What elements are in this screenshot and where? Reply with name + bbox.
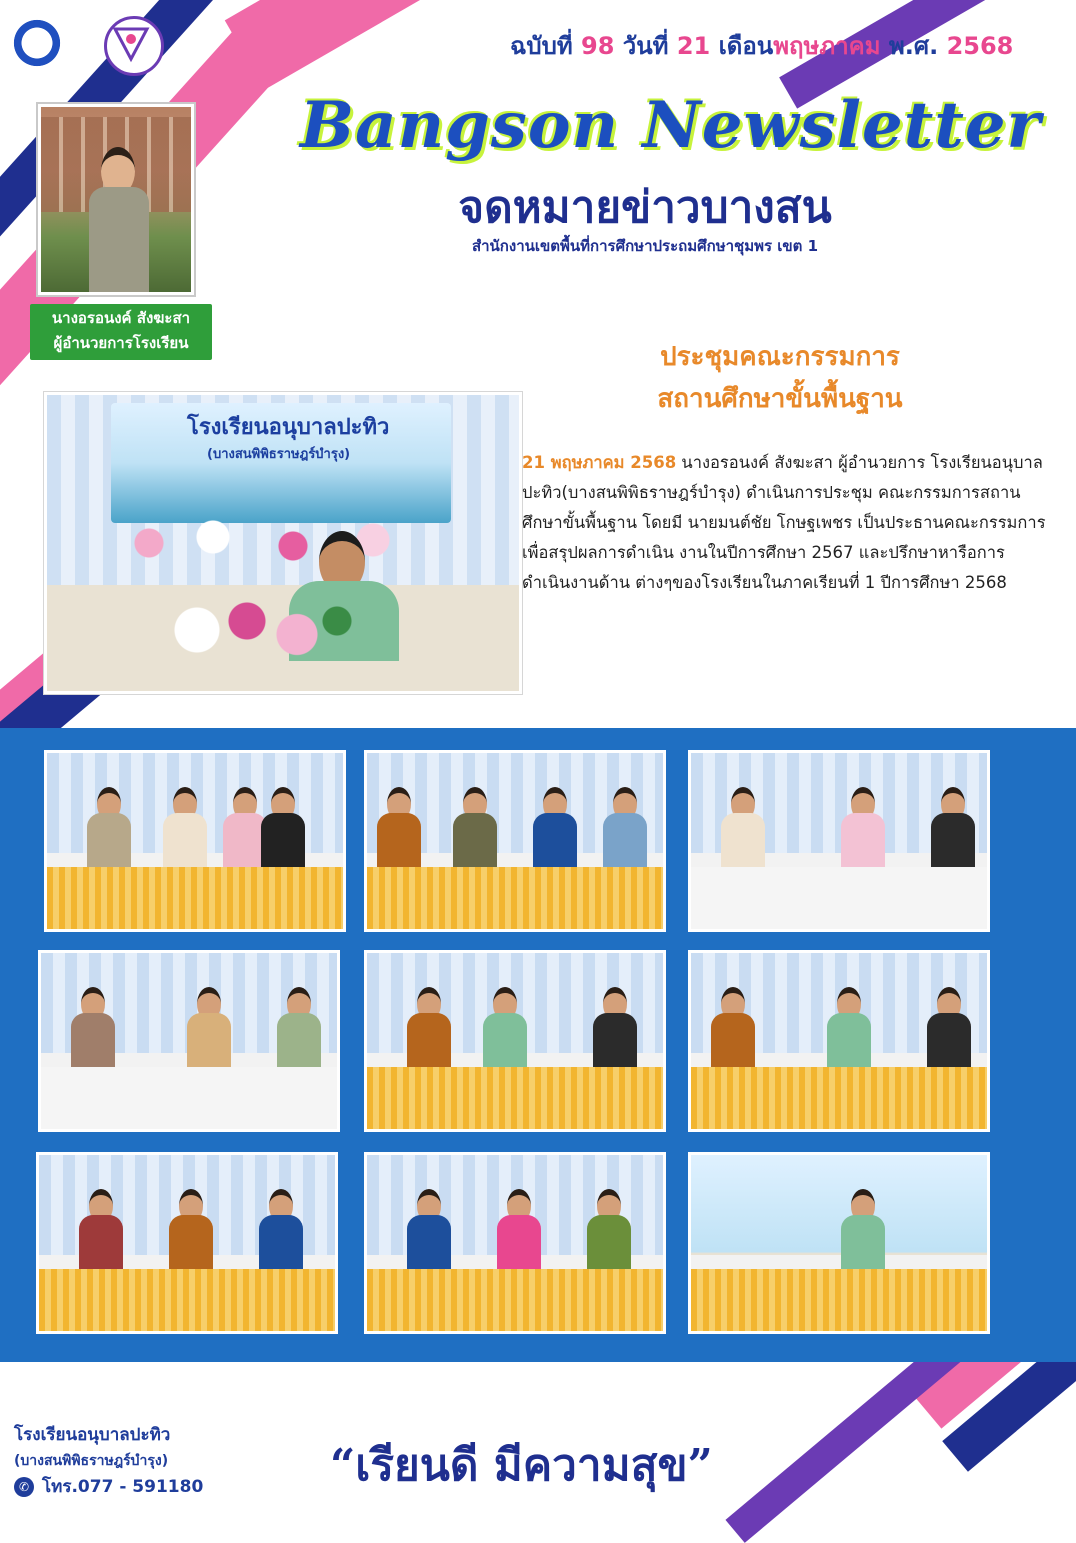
school-crest-logo [10,16,64,70]
headline-line-2: สถานศึกษาขั้นพื้นฐาน [657,384,903,414]
gallery-photo [688,950,990,1132]
gallery-photo [364,1152,666,1334]
phone-icon: ✆ [14,1477,34,1497]
newsletter-title-en: Bangson Newsletter [300,88,1042,163]
gallery-photo [38,950,340,1132]
issue-prefix: ฉบับที่ [510,32,573,60]
year-prefix: พ.ศ. [888,32,939,60]
gallery-photo [688,750,990,932]
school-slogan: “เรียนดี มีความสุข” [330,1440,713,1491]
article-text: นางอรอนงค์ สังฆะสา ผู้อำนวยการ โรงเรียนอนุบาลปะทิว(บางสนพิพิธราษฎร์บำรุง) ดำเนินการประชุม คณะกรรมการสถานศึกษาขั้นพื้นฐาน โดยมี นายมนต์ชัย โกษฐเพชร เป็นประธานคณะกรรมการ เพื่อสรุปผลการดำเนิน งานในปีการศึกษา 2567 และปรึกษาหารือการดำเนินงานด้าน ต่างๆของโรงเรียนในภาคเรียนที่ 1 ปีการศึกษา 2568 [522,453,1046,592]
banner-subtitle: (บางสนพิพิธราษฎร์บำรุง) [207,447,351,462]
month-prefix: เดือน [718,32,774,60]
director-portrait [38,104,194,295]
day-number: 21 [676,32,711,60]
director-name: นางอรอนงค์ สังฆะสา [51,309,191,327]
banner-title: โรงเรียนอนุบาลปะทิว [187,415,390,440]
day-prefix: วันที่ [622,32,669,60]
footer-school-name: โรงเรียนอนุบาลปะทิว [14,1425,171,1445]
newsletter-subtitle: สำนักงานเขตพื้นที่การศึกษาประถมศึกษาชุมพร เขต 1 [471,237,819,255]
article-body [522,448,1052,598]
gallery-photo [364,950,666,1132]
footer-school-info [14,1422,203,1500]
newsletter-title-th: จดหมายข่าวบางสน [458,182,832,233]
lotus-triangle-icon [107,19,155,67]
footer-phone-row [14,1474,203,1500]
article-date: 21 พฤษภาคม 2568 [522,453,677,472]
main-meeting-photo [44,392,522,694]
headline-line-1: ประชุมคณะกรรมการ [660,342,900,372]
month-name: พฤษภาคม [773,32,881,60]
director-name-box [30,304,212,360]
gallery-photo [364,750,666,932]
issue-line [510,26,1013,65]
gallery-photo [36,1152,338,1334]
pink-stripe-top [225,0,456,90]
school-emblem-logo [104,16,164,76]
year-number: 2568 [946,32,1014,60]
gallery-photo [688,1152,990,1334]
footer-school-subname: (บางสนพิพิธราษฎร์บำรุง) [14,1453,169,1469]
footer-phone: โทร.077 - 591180 [42,1477,204,1497]
article-headline [560,336,1000,420]
issue-number: 98 [581,32,615,60]
gallery-photo [44,750,346,932]
director-position: ผู้อำนวยการโรงเรียน [53,334,189,352]
